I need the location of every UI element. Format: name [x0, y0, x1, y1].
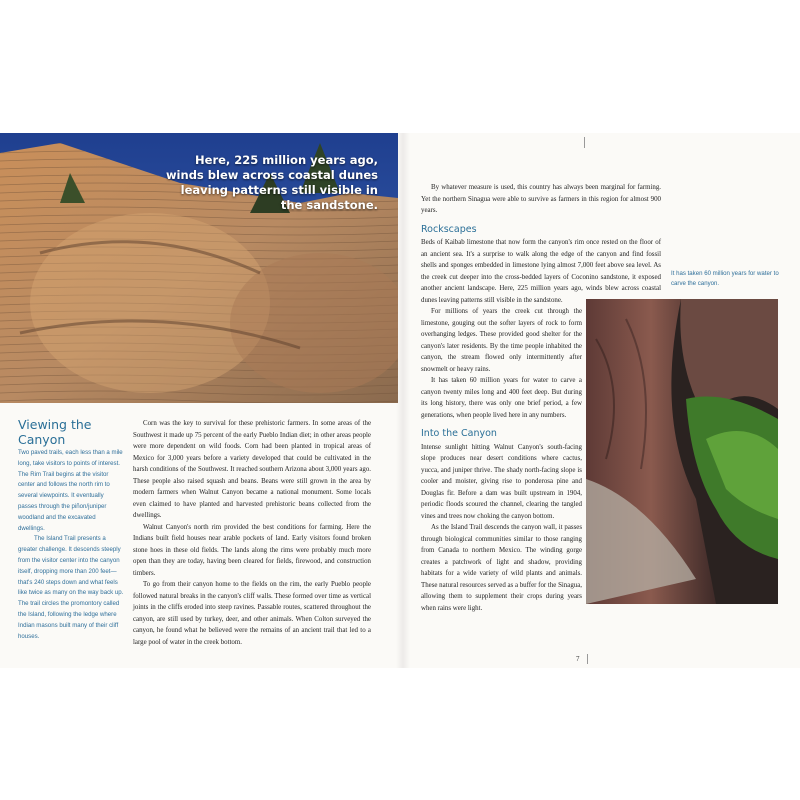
- canyon-wall-photo: [586, 299, 778, 604]
- sandstone-photo: [0, 133, 398, 403]
- body-paragraph: Corn was the key to survival for these prehistoric farmers. In some areas of the Southwest it made up 75 percent of the early Pueblo Indian diet; in other areas people were more dependent on wild foods. Corn had been planted in tropical areas of Mexico for 3,000 years before a variety developed that could be cultivated in the harsh conditions of the Southwest. It reached southern Arizona about 3,000 years ago. These people also raised squash and beans. Beans were still grown in the area by modern farmers when Walnut Canyon became a national monument. Some locals even claimed to have planted and harvested prehistoric beans collected from the dwellings.: [133, 420, 371, 519]
- page-number-rule: [587, 654, 588, 664]
- sidebar-text: [18, 448, 124, 642]
- rockscapes-paragraph: Beds of Kaibab limestone that now form the canyon's rim once rested on the floor of an ancient sea. It's a surprise to walk along the edge of the canyon and find fossil shells and sponges embedded in limestone lying almost 7,000 feet above sea level. As the creek cut deeper into the cross-bedded layers of Coconino sandstone, it exposed another ancient landscape. Here, 225 million years ago, winds blew across coastal dunes leaving patterns still visible in the sandstone.: [421, 239, 661, 304]
- page-gutter: [396, 133, 410, 668]
- top-rule: [584, 137, 585, 148]
- canyon-photo-caption: It has taken 60 million years for water to carve the canyon.: [671, 270, 779, 287]
- into-canyon-paragraph: As the Island Trail descends the canyon wall, it passes through biological communities similar to those ranging from Canada to northern Mexico. The winding gorge creates a patchwork of light and shadow, providing habitats for a wide variety of wild plants and animals. These natural resources served as a buffer for the Sinagua, allowing them to supplement their crops during years when rains were light.: [421, 524, 582, 612]
- rockscapes-paragraph: It has taken 60 million years for water to carve a canyon twenty miles long and 400 feet deep. But during its long history, there was only one brief period, a few generations, when people lived here in any numbers.: [421, 377, 582, 419]
- left-body-column: [133, 418, 371, 648]
- into-canyon-heading: Into the Canyon: [421, 428, 497, 439]
- page-number: 7: [576, 655, 580, 663]
- rockscapes-paragraph: For millions of years the creek cut through the limestone, gouging out the softer layers of rock to form overhanging ledges. These provided good shelter for the canyon's later residents. By the time people inhabited the canyon, the stream flowed only intermittently after snowmelt or heavy rains.: [421, 308, 582, 373]
- hero-caption: Here, 225 million years ago, winds blew across coastal dunes leaving patterns still visible in the sandstone.: [165, 153, 378, 212]
- body-paragraph: Walnut Canyon's north rim provided the best conditions for farming. Here the Indians built field houses near arable pockets of land. Early visitors found broken stone hoes in these old fields. The lands along the rims were probably much more open than they are today, having been cleared for fields, firewood, and construction timbers.: [133, 523, 371, 577]
- sidebar-paragraph: Two paved trails, each less than a mile long, take visitors to points of interest. The Rim Trail begins at the visitor center and follows the north rim to several viewpoints. It eventually passes through the piñon/juniper woodland and the excavated dwellings.: [18, 449, 123, 532]
- body-paragraph: To go from their canyon home to the fields on the rim, the early Pueblo people followed natural breaks in the canyon's cliff walls. These formed over time as vertical joints in the cliffs eroded into steep ravines. Passable routes, scattered throughout the canyon, are still used by turkey, deer, and other animals. When Colton surveyed the canyon, he found what he believed were the remains of an ancient trail that led to a large pool of water in the creek bottom.: [133, 581, 371, 646]
- sidebar-paragraph: The Island Trail presents a greater challenge. It descends steeply from the visitor center into the canyon itself, dropping more than 200 feet—that's 240 steps down and what feels like twice as many on the way back up. The trail circles the promontory called the Island, following the ledge where Indian masons built many of their cliff houses.: [18, 535, 124, 640]
- sidebar-title: Viewing the Canyon: [18, 417, 92, 447]
- rockscapes-heading: Rockscapes: [421, 223, 477, 235]
- intro-paragraph: By whatever measure is used, this country has always been marginal for farming. Yet the northern Sinagua were able to survive as farmers in this region for almost 900 years.: [421, 184, 661, 214]
- into-canyon-paragraph: Intense sunlight hitting Walnut Canyon's south-facing slope produces near desert conditions where cactus, yucca, and juniper thrive. The shady north-facing slope is cooler and moister, giving rise to ponderosa pine and Douglas fir. Before a dam was built upstream in 1904, periodic floods scoured the channel, clearing the tangled vines and trees now choking the canyon bottom.: [421, 443, 582, 520]
